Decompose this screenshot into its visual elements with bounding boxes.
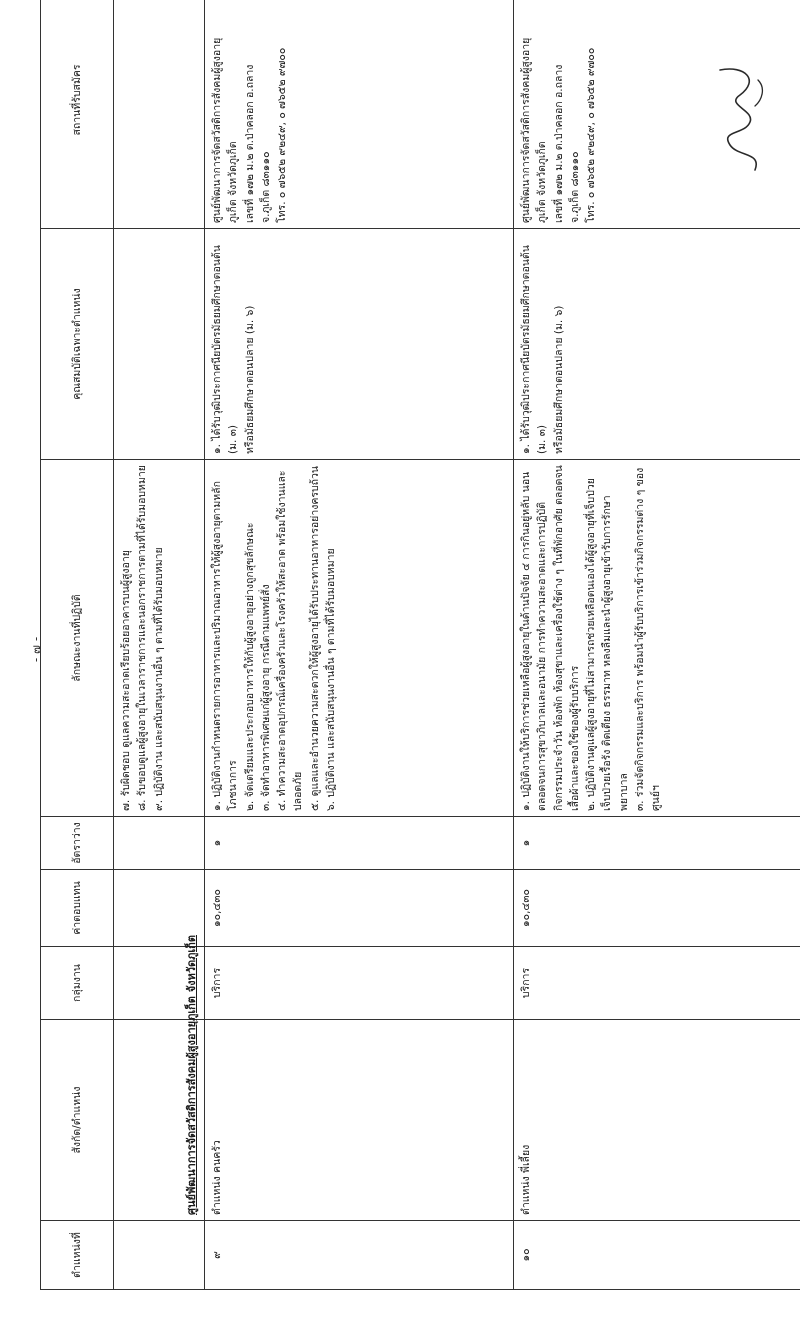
handwritten-signature-icon xyxy=(700,60,780,180)
vacancy: ๑ xyxy=(514,817,800,870)
header-work-group: กลุ่มงาน xyxy=(41,947,114,1020)
duties xyxy=(514,460,800,817)
job-table xyxy=(40,0,800,1290)
duty-line: ๑. ปฏิบัติงานให้บริการช่วยเหลือผู้สูงอายุในด้านปัจจัย ๔ การกินอยู่หลับ นอน ตลอดจนการสุขาภิบาลและอนามัย การทำความสะอาดและการปฏิบัติกิจกรรมประจำวัน ห้องพัก ห้องสุขาและเครื่องใช้ต่าง ๆ ในที่พักอาศัย ตลอดจนเสื้อผ้าและของใช้ของผู้รับบริการ xyxy=(520,465,581,811)
continuation-duties xyxy=(114,460,205,817)
job-table-rotated xyxy=(40,37,790,1290)
qualification-line: ๑. ได้รับวุฒิประกาศนียบัตรมัธยมศึกษาตอนต้น (ม. ๓) xyxy=(211,245,240,454)
table-row xyxy=(205,0,514,1290)
duty-line: ๘. รับขอบดูแลผู้สูงอายุในเวลาราชการและนอกราชการตามที่ได้รับมอบหมาย xyxy=(136,465,149,811)
duty-line: ๓. ร่วมจัดกิจกรรมและบริการ พร้อมนำผู้รับบริการเข้าร่วมกิจกรรมต่าง ๆ ของศูนย์ฯ xyxy=(633,467,663,811)
qualification-line: ๑. ได้รับวุฒิประกาศนียบัตรมัธยมศึกษาตอนต้น (ม. ๓) xyxy=(520,245,549,454)
salary: ๑๐,๔๓๐ xyxy=(514,870,800,947)
duty-line: ๑. ปฏิบัติงานกำหนดรายการอาหารและปริมาณอาหารให้ผู้สูงอายุตามหลักโภชนาการ xyxy=(211,481,240,811)
work-group: บริการ xyxy=(205,947,514,1020)
agency-title: ศูนย์พัฒนาการจัดสวัสดิการสังคมผู้สูงอายุภูเก็ต จังหวัดภูเก็ต xyxy=(184,935,198,1215)
position-no: ๑๐ xyxy=(514,1221,800,1290)
header-salary: ค่าตอบแทน xyxy=(41,870,114,947)
header-position-no: ตำแหน่งที่ xyxy=(41,1221,114,1290)
duty-line: ๒. ปฏิบัติงานดูแลผู้สูงอายุที่ไม่สามารถช่วยเหลือตนเองได้ผู้สูงอายุที่เจ็บป่วย เจ็บป่วยเรื้อรัง ติดเตียง ธรรมาท หลงลืมและนำผู้สูงอายุเข้ารับการรักษาพยาบาล xyxy=(585,478,630,811)
qualifications xyxy=(205,229,514,460)
duty-line: ๕. ดูแลและอำนวยความสะดวกให้ผู้สูงอายุได้รับประทานอาหารอย่างครบถ้วน xyxy=(308,465,321,811)
apply-place-line: เลขที่ ๑๗๒ ม.๒ ต.ป่าคลอก อ.ถลาง xyxy=(243,64,256,223)
header-vacancy: อัตราว่าง xyxy=(41,817,114,870)
table-row xyxy=(514,0,800,1290)
duty-line: ๓. จัดทำอาหารพิเศษแก่ผู้สูงอายุ กรณีตามแพทย์สั่ง xyxy=(259,584,272,811)
header-duties: ลักษณะงานที่ปฏิบัติ xyxy=(41,460,114,817)
duty-line: ๒. จัดเตรียมและประกอบอาหารให้กับผู้สูงอายุอย่างถูกสุขลักษณะ xyxy=(243,522,256,811)
vacancy: ๑ xyxy=(205,817,514,870)
duty-line: ๙. ปฏิบัติงาน และสนับสนุนงานอื่น ๆ ตามที่ได้รับมอบหมาย xyxy=(152,547,165,811)
page-number: - ๗ - xyxy=(29,636,44,663)
position-title: ตำแหน่ง คนครัว xyxy=(205,1020,514,1221)
apply-place-line: โทร. ๐ ๗๖๕๒ ๙๒๔๙, ๐ ๗๖๕๒ ๙๗๐๐ xyxy=(276,47,289,223)
salary: ๑๐,๔๓๐ xyxy=(205,870,514,947)
position-no: ๙ xyxy=(205,1221,514,1290)
position-title: ตำแหน่ง พี่เลี้ยง xyxy=(514,1020,800,1221)
apply-place-line: ศูนย์พัฒนาการจัดสวัสดิการสังคมผู้สูงอายุ xyxy=(520,37,532,223)
duty-line: ๗. รับผิดชอบ ดูแลความสะอาดเรียบร้อยอาคารบนผู้สูงอายุ xyxy=(120,550,132,811)
apply-place-line: ศูนย์พัฒนาการจัดสวัสดิการสังคมผู้สูงอายุ xyxy=(211,37,223,223)
duty-line: ๔. ทำความสะอาดอุปกรณ์เครื่องครัวและโรงครัวให้สะอาด พร้อมใช้งานและปลอดภัย xyxy=(276,470,305,811)
duty-line: ๖. ปฏิบัติงาน และสนับสนุนงานอื่น ๆ ตามที่ได้รับมอบหมาย xyxy=(324,548,337,811)
apply-place-line: จ.ภูเก็ต ๘๓๑๑๐ xyxy=(568,151,581,223)
header-apply-place: สถานที่รับสมัคร xyxy=(41,0,114,229)
apply-place xyxy=(205,0,514,229)
header-agency-position: สังกัด/ตำแหน่ง xyxy=(41,1020,114,1221)
duties xyxy=(205,460,514,817)
work-group: บริการ xyxy=(514,947,800,1020)
table-header-row xyxy=(41,0,114,1290)
apply-place-line: โทร. ๐ ๗๖๕๒ ๙๒๔๙, ๐ ๗๖๕๒ ๙๗๐๐ xyxy=(585,47,598,223)
apply-place-line: เลขที่ ๑๗๒ ม.๒ ต.ป่าคลอก อ.ถลาง xyxy=(552,64,565,223)
qualifications xyxy=(514,229,800,460)
header-qualifications: คุณสมบัติเฉพาะตำแหน่ง xyxy=(41,229,114,460)
apply-place-line: ภูเก็ต จังหวัดภูเก็ต xyxy=(227,141,240,223)
apply-place-line: ภูเก็ต จังหวัดภูเก็ต xyxy=(536,141,549,223)
continuation-row xyxy=(114,0,205,1290)
qualification-line: หรือมัธยมศึกษาตอนปลาย (ม. ๖) xyxy=(552,305,565,454)
qualification-line: หรือมัธยมศึกษาตอนปลาย (ม. ๖) xyxy=(243,305,256,454)
apply-place-line: จ.ภูเก็ต ๘๓๑๑๐ xyxy=(259,151,272,223)
